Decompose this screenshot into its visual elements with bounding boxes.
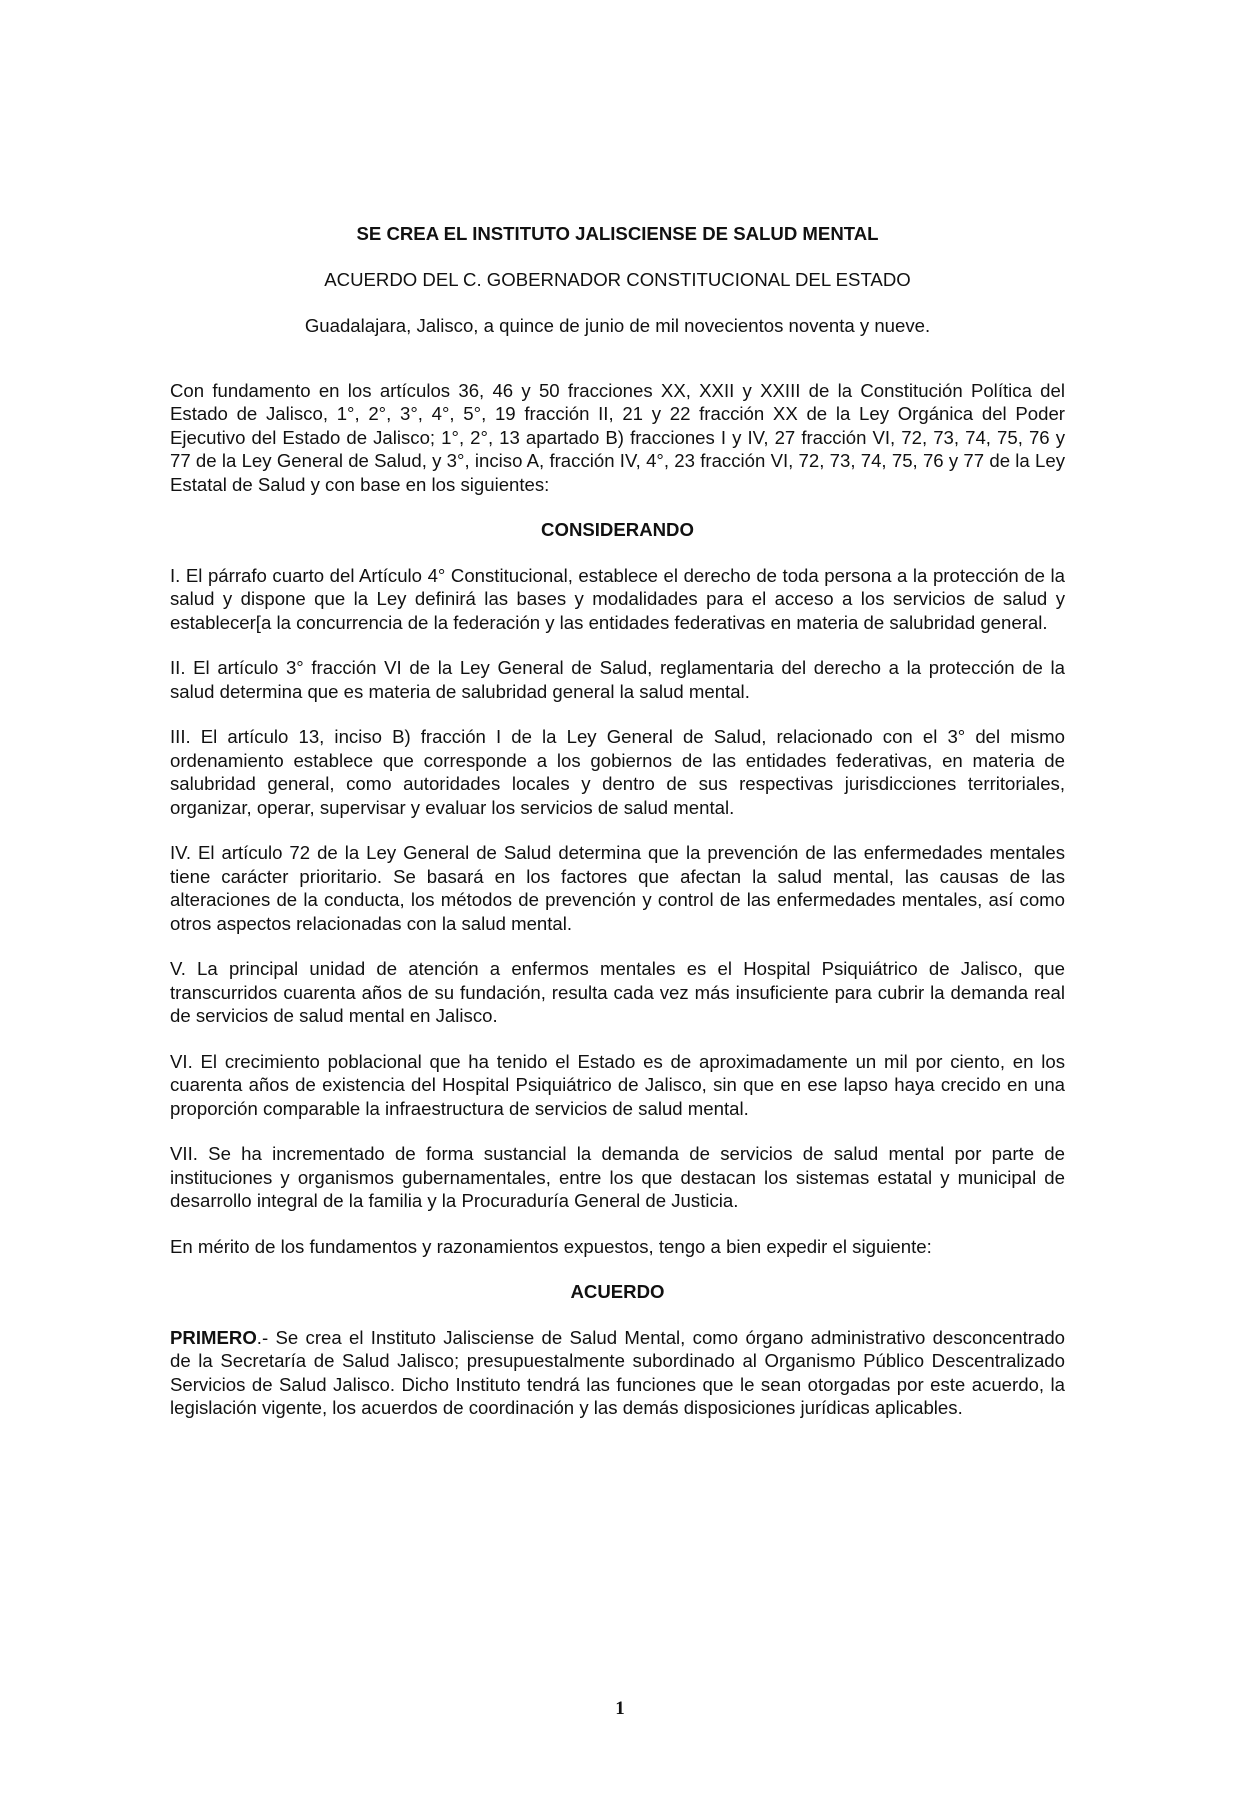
considerando-item: VI. El crecimiento poblacional que ha tenido el Estado es de aproximadamente un mil por ciento, en los cuarenta años de existencia del Hospital Psiquiátrico de Jalisco, sin que en ese lapso haya crecido en una proporción comparable la infraestructura de servicios de salud mental. (170, 1050, 1065, 1119)
preamble-paragraph: Con fundamento en los artículos 36, 46 y 50 fracciones XX, XXII y XXIII de la Constitución Política del Estado de Jalisco, 1°, 2°, 3°, 4°, 5°, 19 fracción II, 21 y 22 fracción XX de la Ley Orgánica del Poder Ejecutivo del Estado de Jalisco; 1°, 2°, 13 apartado B) fracciones I y IV, 27 fracción VI, 72, 73, 74, 75, 76 y 77 de la Ley General de Salud, y 3°, inciso A, fracción IV, 4°, 23 fracción VI, 72, 73, 74, 75, 76 y 77 de la Ley Estatal de Salud y con base en los siguientes: (170, 379, 1065, 495)
acuerdo-heading: ACUERDO (570, 1281, 665, 1302)
considerando-heading: CONSIDERANDO (541, 519, 694, 540)
document-page (170, 222, 1065, 1442)
considerando-item: V. La principal unidad de atención a enfermos mentales es el Hospital Psiquiátrico de Jalisco, que transcurridos cuarenta años de su fundación, resulta cada vez más insuficiente para cubrir la demanda real de servicios de salud mental en Jalisco. (170, 958, 1065, 1026)
document-title: SE CREA EL INSTITUTO JALISCIENSE DE SALUD MENTAL (356, 223, 879, 244)
page-number: 1 (615, 1698, 625, 1719)
considerando-item: III. El artículo 13, inciso B) fracción I de la Ley General de Salud, relacionado con el 3° del mismo ordenamiento establece que corresponde a los gobiernos de las entidades federativas, en materia de salubridad general, como autoridades locales y dentro de sus respectivas jurisdicciones territoriales, organizar, operar, supervisar y evaluar los servicios de salud mental. (170, 726, 1065, 818)
considerando-item: VII. Se ha incrementado de forma sustancial la demanda de servicios de salud mental por parte de instituciones y organismos gubernamentales, entre los que destacan los sistemas estatal y municipal de desarrollo integral de la familia y la Procuraduría General de Justicia. (170, 1143, 1065, 1211)
dateline: Guadalajara, Jalisco, a quince de junio de mil novecientos noventa y nueve. (304, 315, 931, 336)
merito-paragraph: En mérito de los fundamentos y razonamientos expuestos, tengo a bien expedir el siguiente: (170, 1235, 932, 1257)
considerando-item: II. El artículo 3° fracción VI de la Ley General de Salud, reglamentaria del derecho a la protección de la salud determina que es materia de salubridad general la salud mental. (170, 657, 1065, 702)
considerando-item: IV. El artículo 72 de la Ley General de Salud determina que la prevención de las enfermedades mentales tiene carácter prioritario. Se basará en los factores que afectan la salud mental, las causas de las alteraciones de la conducta, los métodos de prevención y control de las enfermedades mentales, así como otros aspectos relacionadas con la salud mental. (170, 842, 1065, 934)
primero-text: .- Se crea el Instituto Jalisciense de Salud Mental, como órgano administrativo desconcentrado de la Secretaría de Salud Jalisco; presupuestalmente subordinado al Organismo Público Descentralizado Servicios de Salud Jalisco. Dicho Instituto tendrá las funciones que le sean otorgadas por este acuerdo, la legislación vigente, los acuerdos de coordinación y las demás disposiciones jurídicas aplicables. (170, 1326, 1065, 1418)
considerando-item: I. El párrafo cuarto del Artículo 4° Constitucional, establece el derecho de toda persona a la protección de la salud y dispone que la Ley definirá las bases y modalidades para el acceso a los servicios de salud y establecer[a la concurrencia de la federación y las entidades federativas en materia de salubridad general. (170, 564, 1065, 633)
primero-label: PRIMERO (170, 1326, 257, 1348)
primero-paragraph (170, 1326, 1065, 1420)
document-subtitle: ACUERDO DEL C. GOBERNADOR CONSTITUCIONAL DEL ESTADO (324, 268, 911, 290)
